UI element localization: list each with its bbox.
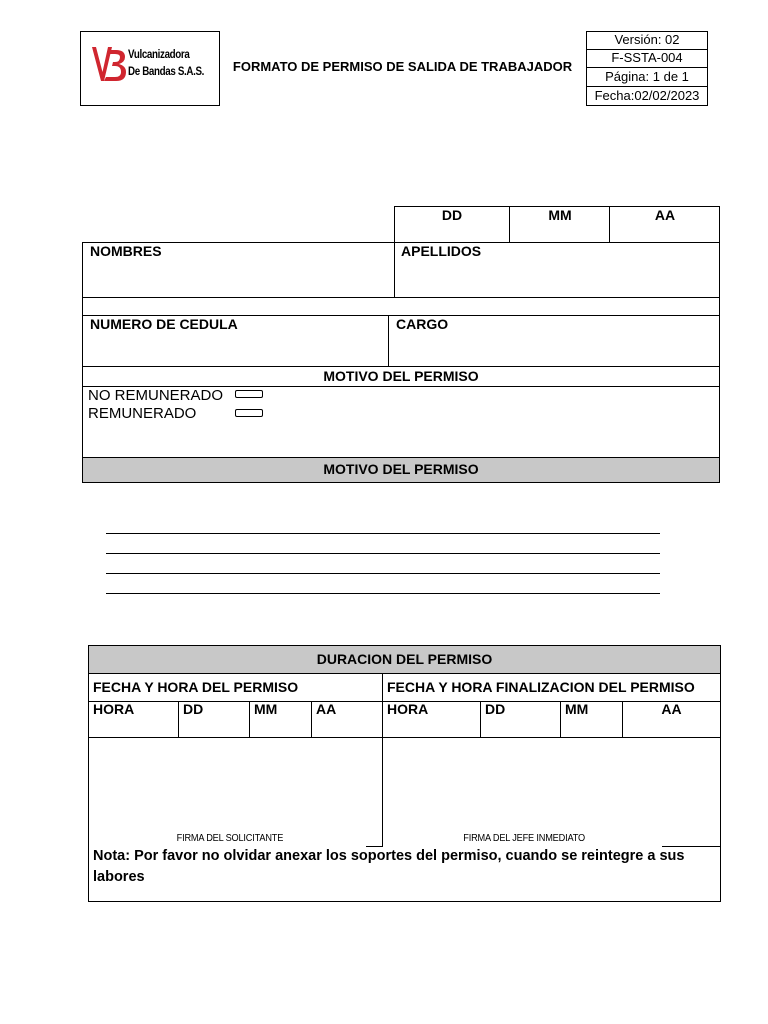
end-hora-label: HORA bbox=[387, 701, 429, 717]
option-remunerado-label: REMUNERADO bbox=[88, 405, 197, 422]
date-aa-label: AA bbox=[654, 207, 676, 223]
date-mm-label: MM bbox=[548, 207, 572, 223]
doc-code: F-SSTA-004 bbox=[611, 50, 683, 65]
start-aa-label: AA bbox=[316, 701, 337, 717]
start-hora-label: HORA bbox=[93, 701, 135, 717]
option-no-remunerado-checkbox[interactable] bbox=[235, 390, 263, 398]
end-aa-label: AA bbox=[661, 701, 682, 717]
firma-jefe-label[interactable]: FIRMA DEL JEFE INMEDIATO bbox=[463, 833, 585, 844]
doc-date: Fecha:02/02/2023 bbox=[594, 88, 700, 103]
apellidos-field[interactable]: APELLIDOS bbox=[401, 243, 482, 259]
end-dd-label: DD bbox=[485, 701, 506, 717]
nombres-field[interactable]: NOMBRES bbox=[90, 243, 162, 259]
company-logo bbox=[90, 44, 216, 86]
duracion-title: DURACION DEL PERMISO bbox=[316, 651, 493, 667]
cargo-field[interactable]: CARGO bbox=[396, 316, 449, 332]
firma-solicitante-label[interactable]: FIRMA DEL SOLICITANTE bbox=[176, 833, 284, 844]
option-remunerado-checkbox[interactable] bbox=[235, 409, 263, 417]
form-title: FORMATO DE PERMISO DE SALIDA DE TRABAJADOR bbox=[232, 59, 573, 74]
end-mm-label: MM bbox=[565, 701, 589, 717]
start-dd-label: DD bbox=[183, 701, 204, 717]
company-name-line2: De Bandas S.A.S. bbox=[128, 66, 205, 78]
vb-logo-icon bbox=[90, 44, 128, 84]
nota-text: Nota: Por favor no olvidar anexar los soportes del permiso, cuando se reintegre a sus labores bbox=[93, 848, 685, 885]
end-datetime-label: FECHA Y HORA FINALIZACION DEL PERMISO bbox=[387, 679, 695, 695]
cedula-field[interactable]: NUMERO DE CEDULA bbox=[90, 316, 238, 332]
reason-line-2[interactable] bbox=[106, 553, 660, 554]
date-dd-label: DD bbox=[441, 207, 463, 223]
reason-line-4[interactable] bbox=[106, 593, 660, 594]
reason-line-3[interactable] bbox=[106, 573, 660, 574]
doc-version: Versión: 02 bbox=[614, 32, 680, 47]
company-name-line1: Vulcanizadora bbox=[128, 49, 190, 61]
start-datetime-label: FECHA Y HORA DEL PERMISO bbox=[93, 679, 299, 695]
worker-info-table bbox=[82, 242, 720, 483]
start-mm-label: MM bbox=[254, 701, 278, 717]
motivo-title: MOTIVO DEL PERMISO bbox=[323, 368, 479, 384]
reason-line-1[interactable] bbox=[106, 533, 660, 534]
doc-page: Página: 1 de 1 bbox=[605, 69, 689, 84]
option-no-remunerado-label: NO REMUNERADO bbox=[88, 387, 224, 404]
motivo-title-2: MOTIVO DEL PERMISO bbox=[323, 461, 479, 477]
